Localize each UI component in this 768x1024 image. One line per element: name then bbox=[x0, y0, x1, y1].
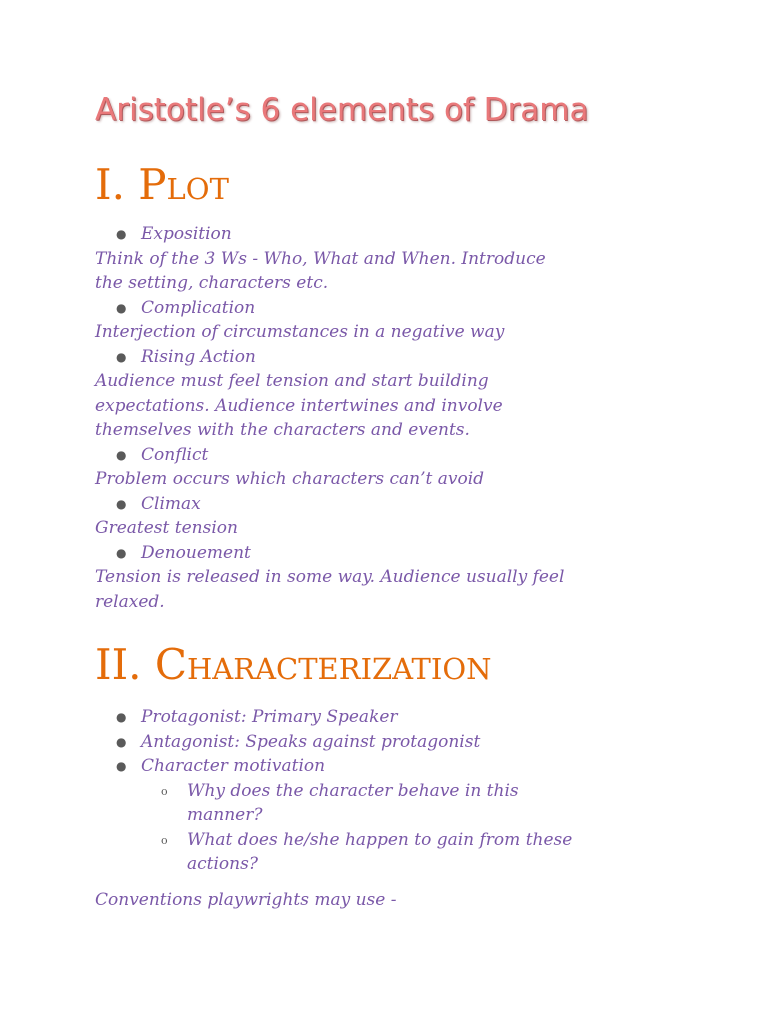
sub-bullet-line: manner? bbox=[187, 805, 263, 825]
sub-bullet-line: actions? bbox=[187, 854, 258, 874]
bullet-icon: ● bbox=[116, 300, 127, 315]
bullet-item-exposition bbox=[95, 222, 685, 247]
bullet-label: Protagonist: Primary Speaker bbox=[141, 707, 398, 727]
sub-bullet-item-gain bbox=[95, 828, 685, 877]
bullet-label: Antagonist: Speaks against protagonist bbox=[141, 731, 481, 752]
bullet-item-climax bbox=[95, 492, 685, 517]
sub-bullet-item-behaviour bbox=[95, 779, 685, 828]
conventions-text: Conventions playwrights may use - bbox=[95, 890, 397, 910]
bullet-item-complication bbox=[95, 296, 685, 321]
section-heading-characterization: II. Characterization bbox=[95, 640, 492, 689]
bullet-label: Character motivation bbox=[141, 756, 326, 776]
bullet-label: Rising Action bbox=[141, 346, 256, 367]
bullet-icon: ● bbox=[116, 227, 127, 241]
bullet-icon: ● bbox=[116, 496, 127, 511]
plot-section bbox=[95, 222, 685, 614]
bullet-icon: ● bbox=[116, 734, 127, 749]
description-line: Think of the 3 Ws - Who, What and When. Introduce bbox=[95, 248, 546, 269]
sub-bullet-line: Why does the character behave in this bbox=[187, 780, 519, 801]
bullet-item-protagonist bbox=[95, 705, 685, 730]
bullet-icon: ● bbox=[116, 710, 127, 724]
document-title: Aristotle’s 6 elements of Drama bbox=[95, 92, 589, 128]
bullet-icon: ● bbox=[116, 545, 127, 560]
description-line: expectations. Audience intertwines and involve bbox=[95, 395, 503, 416]
description-line: Greatest tension bbox=[95, 518, 238, 538]
bullet-item-character-motivation bbox=[95, 754, 685, 779]
bullet-icon: ● bbox=[116, 447, 127, 462]
bullet-label: Climax bbox=[141, 493, 201, 514]
description-line: Interjection of circumstances in a negative way bbox=[95, 322, 505, 342]
description-line: Problem occurs which characters can’t avoid bbox=[95, 469, 485, 489]
bullet-label: Complication bbox=[141, 297, 256, 318]
description-line: themselves with the characters and events. bbox=[95, 420, 470, 440]
bullet-icon: ● bbox=[116, 759, 127, 773]
bullet-item-antagonist bbox=[95, 730, 685, 755]
section-heading-plot: I. Plot bbox=[95, 160, 229, 209]
bullet-label: Denouement bbox=[141, 542, 251, 563]
description-line: Tension is released in some way. Audience usually feel bbox=[95, 567, 565, 587]
bullet-item-denouement bbox=[95, 541, 685, 566]
description-line: relaxed. bbox=[95, 591, 165, 612]
description-line: the setting, characters etc. bbox=[95, 273, 329, 293]
bullet-label: Conflict bbox=[141, 444, 209, 465]
bullet-label: Exposition bbox=[141, 224, 232, 244]
bullet-icon: ● bbox=[116, 349, 127, 364]
bullet-item-conflict bbox=[95, 443, 685, 468]
circle-bullet-icon: o bbox=[161, 784, 168, 798]
description-line: Audience must feel tension and start building bbox=[95, 371, 489, 391]
bullet-item-rising-action bbox=[95, 345, 685, 370]
characterization-section bbox=[95, 705, 685, 877]
circle-bullet-icon: o bbox=[161, 833, 168, 847]
sub-bullet-line: What does he/she happen to gain from these bbox=[187, 829, 573, 850]
